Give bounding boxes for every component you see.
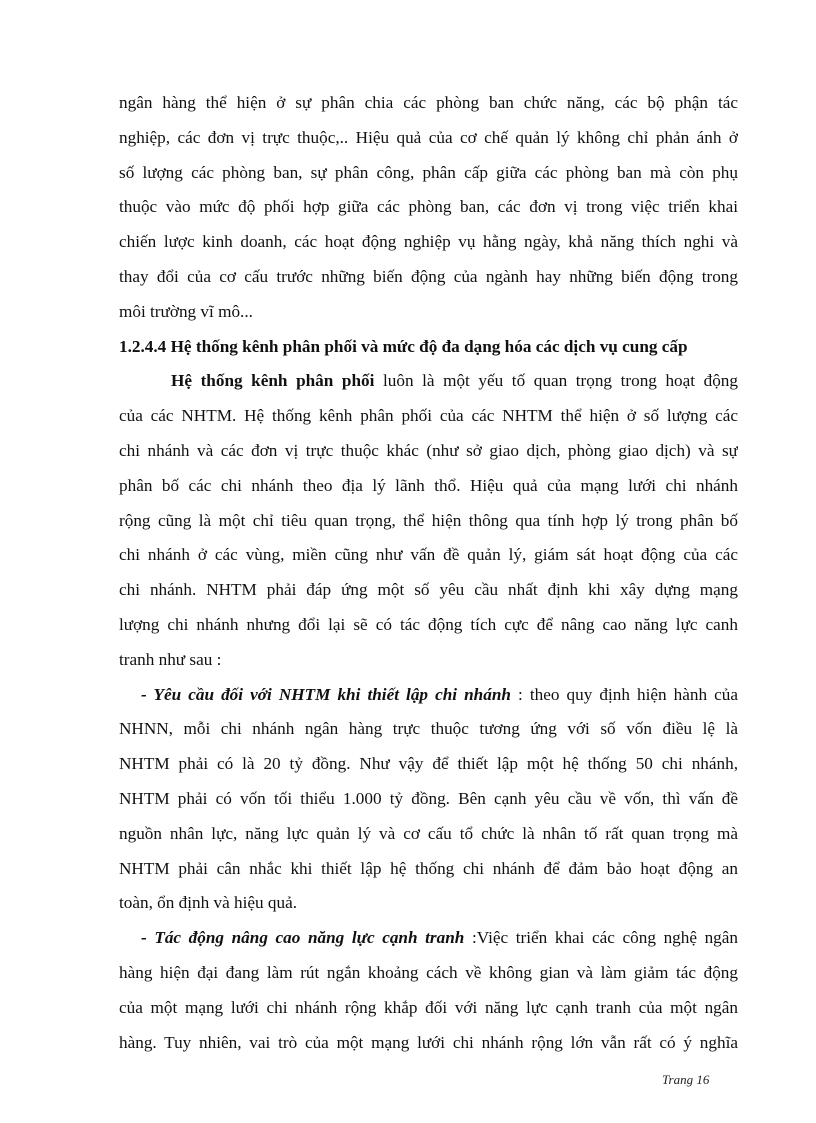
- page-body: [119, 86, 738, 1060]
- text-line-first: [119, 678, 738, 713]
- text-run: : theo quy định hiện hành của: [510, 684, 738, 704]
- text-line: rộng cũng là một chỉ tiêu quan trọng, thể hiện thông qua tính hợp lý trong phân bố: [119, 510, 738, 530]
- text-line: lượng chi nhánh nhưng đổi lại sẽ có tác động tích cực để nâng cao năng lực canh: [119, 614, 738, 634]
- text-line: nghiệp, các đơn vị trực thuộc,.. Hiệu quả của cơ chế quản lý không chỉ phản ánh ở: [119, 127, 738, 147]
- paragraph-distribution-channels: [119, 364, 738, 677]
- text-line: chi nhánh và các đơn vị trực thuộc khác (như sở giao dịch, phòng giao dịch) và sự: [119, 440, 738, 460]
- bold-italic-term: - Yêu cầu đối với NHTM khi thiết lập chi nhánh: [141, 684, 511, 704]
- text-line: hàng. Tuy nhiên, vai trò của một mạng lưới chi nhánh rộng lớn vẫn rất có ý nghĩa: [119, 1032, 738, 1052]
- text-line: số lượng các phòng ban, sự phân công, phân cấp giữa các phòng ban mà còn phụ: [119, 162, 738, 182]
- page-number: Trang 16: [662, 1072, 710, 1087]
- text-line: tranh như sau :: [119, 649, 222, 669]
- text-line: chi nhánh. NHTM phải đáp ứng một số yêu cầu nhất định khi xây dựng mạng: [119, 580, 738, 600]
- text-line: chi nhánh ở các vùng, miền cũng như vấn đề quản lý, giám sát hoạt động của các: [119, 545, 738, 565]
- text-line: toàn, ổn định và hiệu quả.: [119, 893, 298, 913]
- text-line: môi trường vĩ mô...: [119, 301, 253, 321]
- text-line: của một mạng lưới chi nhánh rộng khắp đối với năng lực cạnh tranh của một ngân: [119, 997, 738, 1017]
- section-heading: 1.2.4.4 Hệ thống kênh phân phối và mức độ đa dạng hóa các dịch vụ cung cấp: [119, 336, 688, 356]
- text-line-first: [119, 364, 738, 399]
- text-line-first: [119, 921, 738, 956]
- paragraph-org-structure: [119, 86, 738, 330]
- text-line: thuộc vào mức độ phối hợp giữa các phòng ban, các đơn vị trong việc triển khai: [119, 197, 738, 217]
- text-line: thay đổi của cơ cấu trước những biến động của ngành hay những biến động trong: [119, 266, 738, 286]
- text-run: luôn là một yếu tố quan trọng trong hoạt động: [374, 371, 738, 391]
- text-line: NHTM phải có là 20 tỷ đồng. Như vậy để thiết lập một hệ thống 50 chi nhánh,: [119, 754, 738, 774]
- text-run: :Việc triển khai các công nghệ ngân: [464, 928, 738, 948]
- text-line: phân bố các chi nhánh theo địa lý lãnh thổ. Hiệu quả của mạng lưới chi nhánh: [119, 475, 738, 495]
- text-line: NHTM phải cân nhắc khi thiết lập hệ thống chi nhánh để đảm bảo hoạt động an: [119, 858, 738, 878]
- bold-italic-term: - Tác động nâng cao năng lực cạnh tranh: [141, 928, 465, 948]
- text-line: NHNN, mỗi chi nhánh ngân hàng trực thuộc tương ứng với số vốn điều lệ là: [119, 719, 738, 739]
- paragraph-competitiveness-impact: [119, 921, 738, 1060]
- text-line: hàng hiện đại đang làm rút ngắn khoảng cách về không gian và làm giảm tác động: [119, 962, 738, 982]
- text-line: chiến lược kinh doanh, các hoạt động nghiệp vụ hằng ngày, khả năng thích nghi và: [119, 232, 738, 252]
- text-line: ngân hàng thể hiện ở sự phân chia các phòng ban chức năng, các bộ phận tác: [119, 93, 738, 112]
- paragraph-branch-requirements: [119, 678, 738, 922]
- bold-term: Hệ thống kênh phân phối: [171, 371, 375, 391]
- text-line: nguồn nhân lực, năng lực quản lý và cơ cấu tổ chức là nhân tố rất quan trọng mà: [119, 823, 738, 843]
- text-line: NHTM phải có vốn tối thiểu 1.000 tỷ đồng. Bên cạnh yêu cầu về vốn, thì vấn đề: [119, 788, 738, 808]
- text-line: của các NHTM. Hệ thống kênh phân phối của các NHTM thể hiện ở số lượng các: [119, 406, 738, 426]
